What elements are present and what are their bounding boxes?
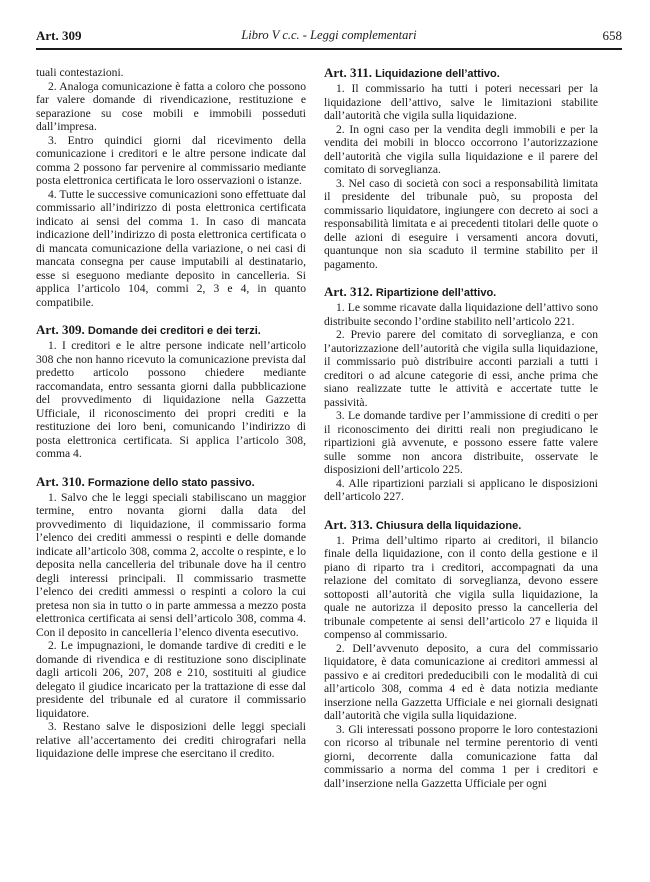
article-title: Liquidazione dell’attivo. [375, 68, 500, 80]
article-heading-310 [36, 475, 306, 490]
header-page-number: 658 [602, 28, 622, 43]
article-number: Art. 312. [324, 284, 373, 299]
header-rule [36, 48, 622, 50]
paragraph: 3. Nel caso di società con soci a responsabilità limitata il presidente del tribunale può, su proposta del commissario liquidatore, ingiungere con decreto ai soci a responsabilità limitata e ai precedenti titolari delle quote o delle azioni di eseguire i versamenti ancora dovuti, quantunque non sia scaduto il termine stabilito per il pagamento. [324, 176, 598, 271]
paragraph: 2. Dell’avvenuto deposito, a cura del commissario liquidatore, è data comunicazione ai creditori ammessi al passivo e ai creditori prededucibili con le modalità di cui all’articolo 308, comma 4 ed è data notizia mediante inserzione nella Gazzetta Ufficiale e nei giornali designati dall’autorità che vigila sulla liquidazione. [324, 641, 598, 722]
paragraph: 3. Gli interessati possono proporre le loro contestazioni con ricorso al tribunale nel termine perentorio di venti giorni, decorrente dalla comunicazione fatta dal commissario a norma del comma 1 per i creditori e dall’inserzione nella Gazzetta Ufficiale per ogni [324, 722, 598, 790]
paragraph: 2. Le impugnazioni, le domande tardive di crediti e le domande di rivendica e di restituzione sono disciplinate dagli articoli 206, 207, 208 e 210, sostituiti al giudice delegato il giudice incaricato per la trattazione di esse dal presidente del tribunale ed al curatore il commissario liquidatore. [36, 639, 306, 720]
article-number: Art. 313. [324, 516, 373, 532]
paragraph: 3. Restano salve le disposizioni delle leggi speciali relative all’accertamento dei crediti chirografari nella liquidazione delle imprese che esercitano il credito. [36, 720, 306, 760]
article-heading-311 [324, 66, 598, 81]
header-book-title: Libro V c.c. - Leggi complementari [241, 28, 417, 42]
article-number: Art. 309. [36, 322, 85, 337]
paragraph: 3. Le domande tardive per l’ammissione di crediti o per il riconoscimento dei diritti reali non pregiudicano le ripartizioni già avvenute, e possono essere fatte valere sulle somme non ancora distribuite, osservate le disposizioni dell’articolo 225. [324, 409, 598, 476]
paragraph: 3. Entro quindici giorni dal ricevimento della comunicazione i creditori e le altre persone indicate dal comma 2 possono far pervenire al commissario mediante posta elettronica certificata le loro osservazioni o istanze. [36, 133, 306, 187]
header-article-ref: Art. 309 [36, 28, 82, 43]
article-title: Domande dei creditori e dei terzi. [87, 325, 261, 337]
left-column [36, 66, 306, 761]
paragraph: 1. Salvo che le leggi speciali stabiliscano un maggior termine, entro novanta giorni dalla data del provvedimento di liquidazione, il commissario forma l’elenco dei crediti ammessi o respinti e delle domande indicate all’articolo 308, comma 2, accolte o respinte, e lo deposita nella cancelleria del tribunale dove ha il centro degli interessi principali. Il commissario trasmette l’elenco dei crediti ammessi o respinti a coloro la cui pretesa non sia in tutto o in parte ammessa a mezzo posta elettronica certificata ai sensi dell’articolo 308, comma 4. Con il deposito in cancelleria l’elenco diventa esecutivo. [36, 490, 306, 639]
paragraph: 2. Analoga comunicazione è fatta a coloro che possono far valere domande di rivendicazione, restituzione e separazione su cose mobili e immobili posseduti dall’impresa. [36, 79, 306, 133]
paragraph: 4. Alle ripartizioni parziali si applicano le disposizioni dell’articolo 227. [324, 476, 598, 503]
paragraph: 2. In ogni caso per la vendita degli immobili e per la vendita dei mobili in blocco occorrono l’autorizzazione dell’autorità che vigila sulla liquidazione e il parere del comitato di sorveglianza. [324, 122, 598, 176]
article-number: Art. 310. [36, 473, 85, 489]
article-heading-313 [324, 518, 598, 533]
article-title: Ripartizione dell’attivo. [375, 287, 497, 299]
article-number: Art. 311. [324, 65, 373, 80]
running-header [36, 28, 622, 46]
paragraph: 1. Prima dell’ultimo riparto ai creditori, il bilancio finale della liquidazione, con il conto della gestione e il piano di riparto tra i creditori, accompagnati da una relazione del comitato di sorveglianza, devono essere sottoposti all’autorità che vigila sulla liquidazione, la quale ne autorizza il deposito presso la cancelleria del tribunale competente ai sensi dell’articolo 27 e liquida il compenso al commissario. [324, 533, 598, 641]
article-heading-309 [36, 323, 306, 338]
paragraph: 1. Il commissario ha tutti i poteri necessari per la liquidazione dell’attivo, salve le limitazioni stabilite dall’autorità che vigila sulla liquidazione. [324, 82, 598, 122]
paragraph: 1. Le somme ricavate dalla liquidazione dell’attivo sono distribuite secondo l’ordine stabilito nell’articolo 221. [324, 301, 598, 328]
article-title: Chiusura della liquidazione. [375, 519, 522, 532]
paragraph: 4. Tutte le successive comunicazioni sono effettuate dal commissario all’indirizzo di posta elettronica certificata indicato ai sensi del comma 1. In caso di mancata indicazione dell’indirizzo di posta elettronica certificata o di mancata comunicazione della variazione, o nei casi di mancata consegna per cause imputabili al destinatario, esse si eseguono mediante deposito in cancelleria. Si applica l’articolo 104, commi 2, 3 e 4, in quanto compatibile. [36, 187, 307, 309]
paragraph: 2. Previo parere del comitato di sorveglianza, e con l’autorizzazione dell’autorità che vigila sulla liquidazione, il commissario può distribuire acconti parziali a tutti i creditori o ad alcune categorie di essi, anche prima che siano realizzate tutte le attività e accertate tutte le passività. [324, 328, 598, 409]
article-title: Formazione dello stato passivo. [87, 476, 255, 489]
continuation-text: tuali contestazioni. [36, 66, 124, 79]
article-heading-312 [324, 285, 598, 300]
right-column [324, 66, 598, 790]
paragraph: 1. I creditori e le altre persone indicate nell’articolo 308 che non hanno ricevuto la comunicazione prevista dal predetto articolo possono chiedere mediante raccomandata, entro sessanta giorni dalla pubblicazione del provvedimento di liquidazione nella Gazzetta Ufficiale, il riconoscimento dei propri crediti e la restituzione dei loro beni, comunicando l’indirizzo di posta elettronica certificata. Si applica l’articolo 308, comma 4. [36, 339, 306, 460]
